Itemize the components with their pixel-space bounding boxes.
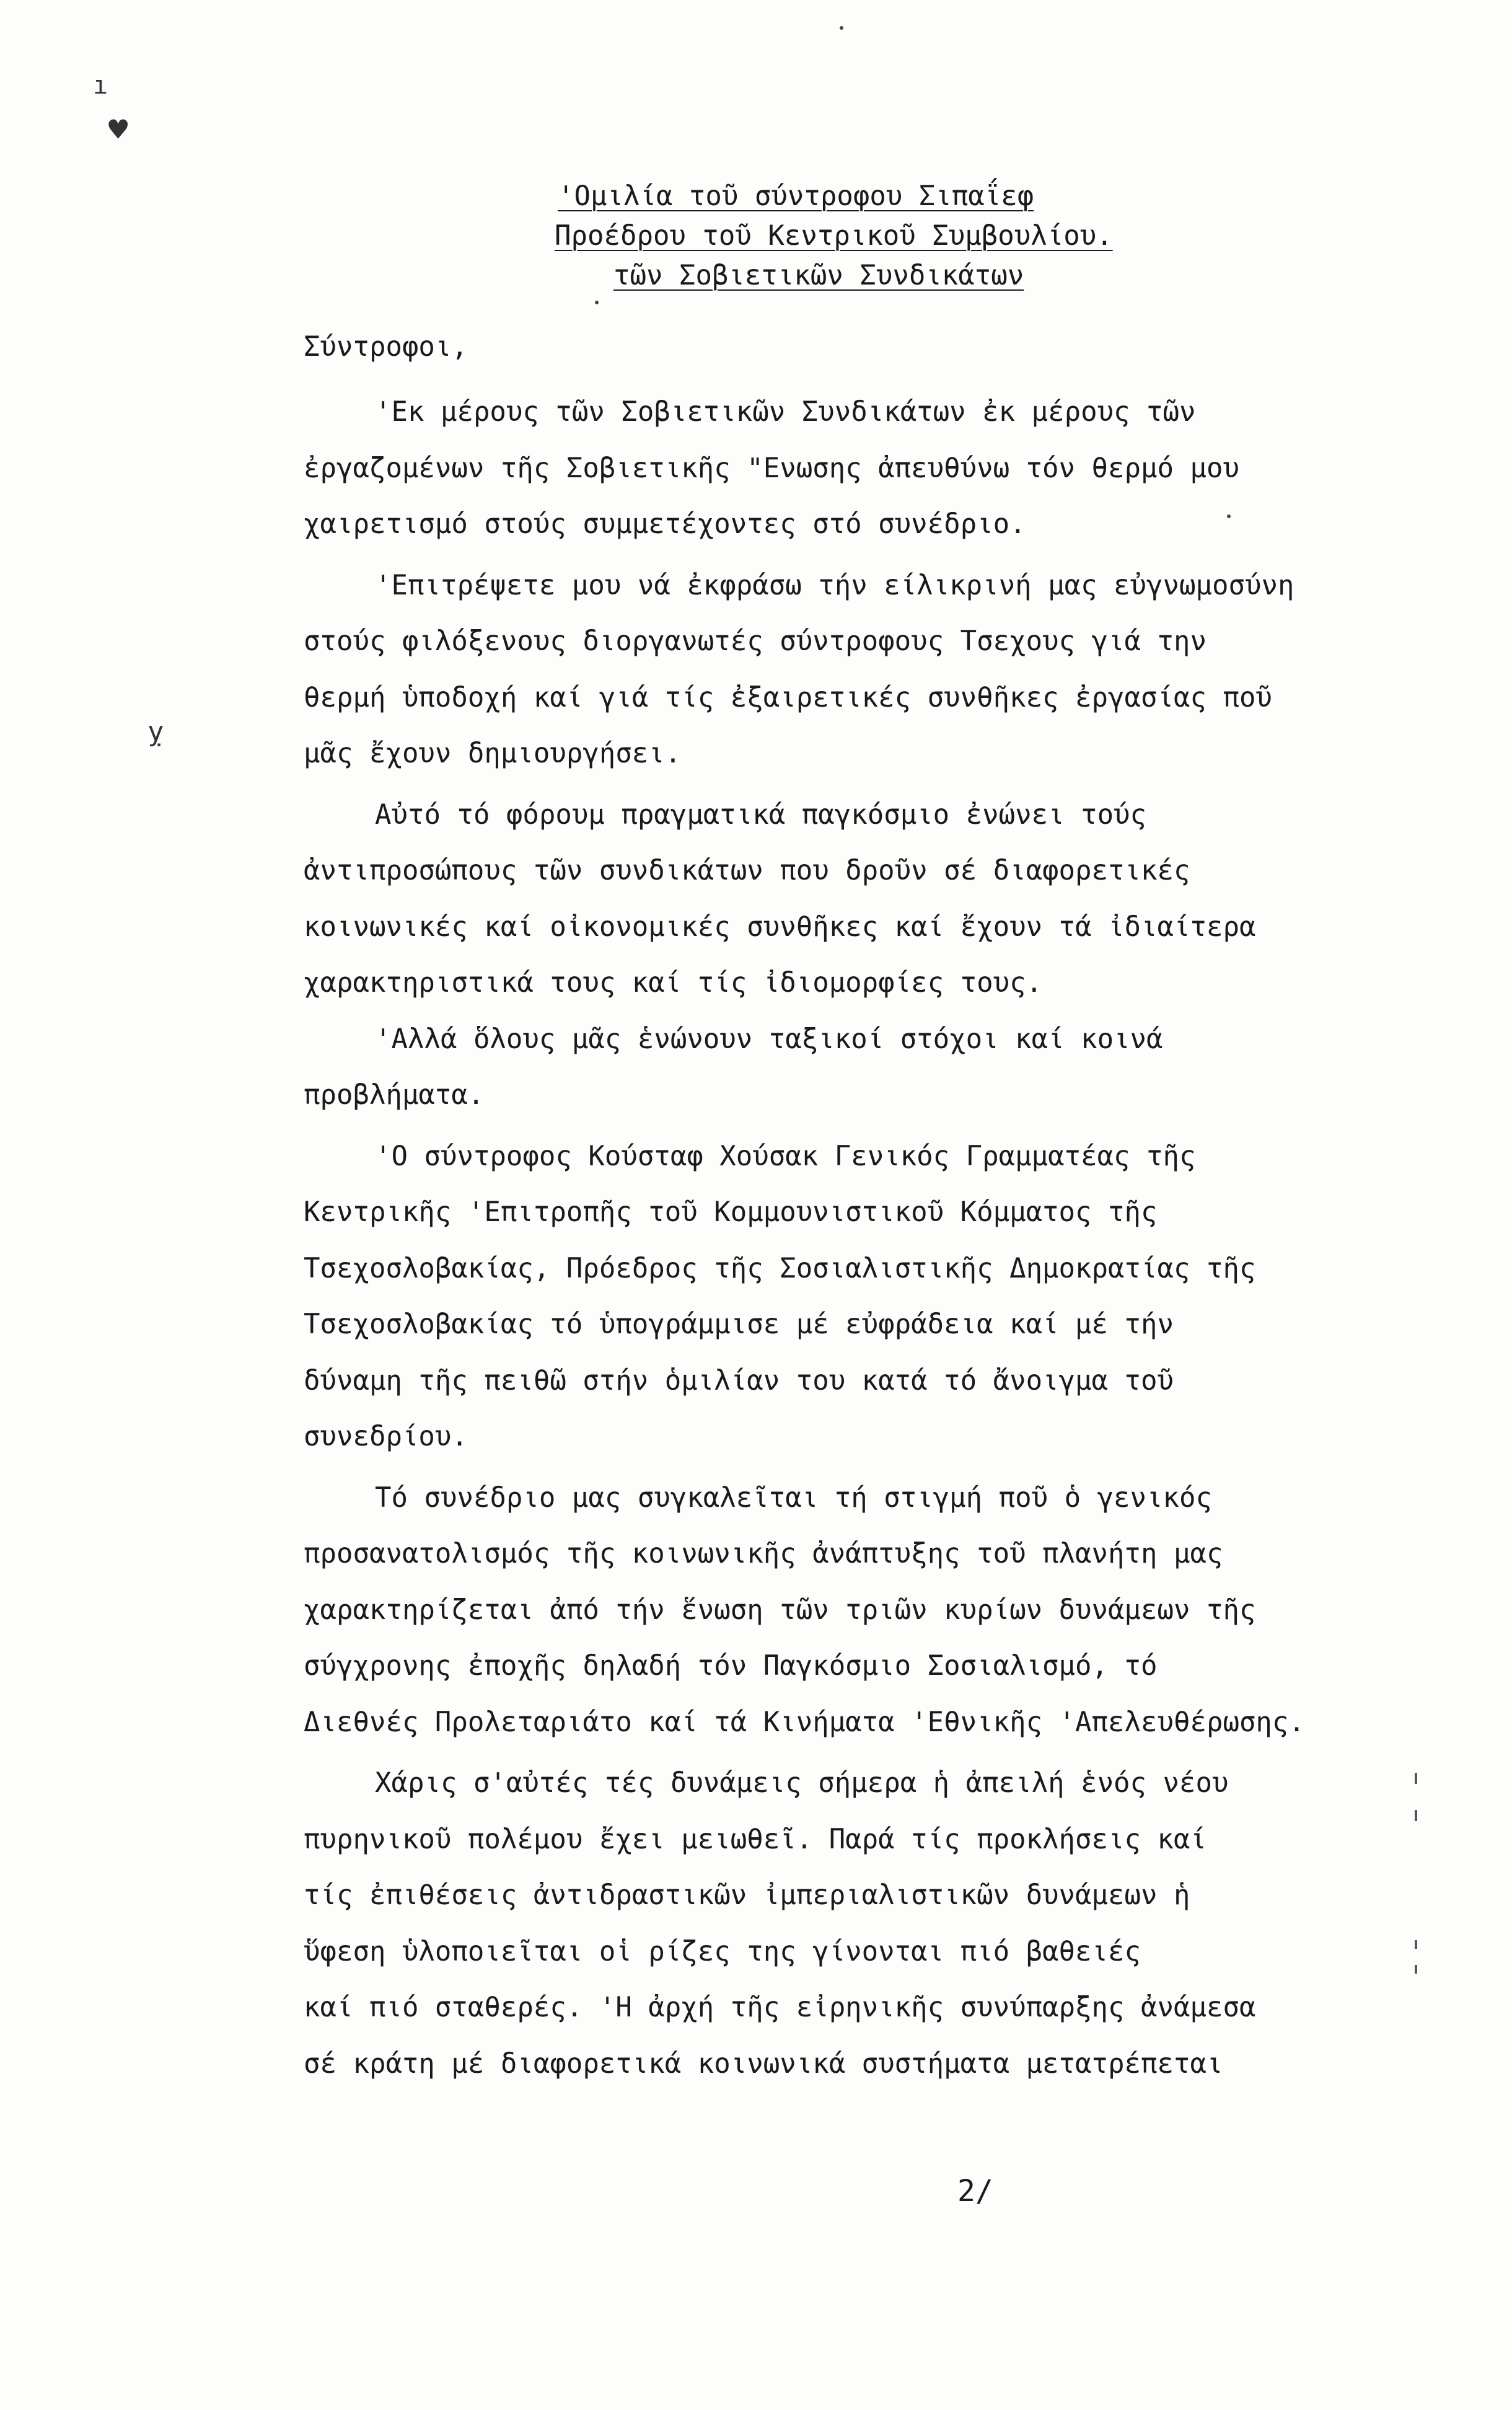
text-line: στούς φιλόξενους διοργανωτές σύντροφους Τσεχους γιά την <box>304 625 1207 657</box>
text-line: προβλήματα. <box>304 1079 485 1111</box>
text-line: σέ κράτη μέ διαφορετικά κοινωνικά συστήματα μετατρέπεται <box>304 2047 1223 2080</box>
salutation: Σύντροφοι, <box>304 331 468 363</box>
margin-mark: ı <box>93 71 108 100</box>
paragraph <box>304 787 1419 1012</box>
title-line: Προέδρου τοῦ Κεντρικοῦ Συμβουλίου. <box>555 220 1113 252</box>
text-line: μᾶς ἔχουν δημιουργήσει. <box>304 738 682 769</box>
text-line: χαρακτηριστικά τους καί τίς ἰδιομορφίες τους. <box>304 967 1043 999</box>
text-line: Τό συνέδριο μας συγκαλεῖται τή στιγμή ποῦ ὁ γενικός <box>375 1481 1213 1514</box>
title-line: 'Ομιλία τοῦ σύντροφου Σιπαΐεφ <box>558 180 1034 212</box>
speech-body <box>304 384 1419 2092</box>
text-line: δύναμη τῆς πειθῶ στήν ὁμιλίαν του κατά τό ἄνοιγμα τοῦ <box>304 1364 1174 1397</box>
page-number: 2/ <box>957 2174 993 2209</box>
text-line: Τσεχοσλοβακίας τό ὑπογράμμισε μέ εὐφράδεια καί μέ τήν <box>304 1309 1174 1340</box>
text-line: Αὐτό τό φόρουμ πραγματικά παγκόσμιο ἐνώνει τούς <box>375 798 1147 831</box>
margin-mark: ♥ <box>108 112 128 149</box>
speck <box>595 301 599 304</box>
text-line: Τσεχοσλοβακίας, Πρόεδρος τῆς Σοσιαλιστικῆς Δημοκρατίας τῆς <box>304 1252 1256 1284</box>
speech-title <box>545 177 1227 296</box>
text-line: συνεδρίου. <box>304 1421 468 1452</box>
text-line: Διεθνές Προλεταριάτο καί τά Κινήματα 'Εθνικῆς 'Απελευθέρωσης. <box>304 1706 1305 1738</box>
paragraph <box>304 384 1419 553</box>
paragraph <box>304 558 1419 782</box>
paragraph <box>304 1012 1419 1124</box>
text-line: ἀντιπροσώπους τῶν συνδικάτων που δροῦν σέ διαφορετικές <box>304 855 1190 886</box>
text-line: πυρηνικοῦ πολέμου ἔχει μειωθεῖ. Παρά τίς προκλήσεις καί <box>304 1823 1207 1855</box>
text-line: θερμή ὑποδοχή καί γιά τίς ἐξαιρετικές συνθῆκες ἐργασίας ποῦ <box>304 681 1272 713</box>
text-line: τίς ἐπιθέσεις ἀντιδραστικῶν ἰμπεριαλιστικῶν δυνάμεων ἡ <box>304 1879 1190 1911</box>
paragraph <box>304 1129 1419 1465</box>
text-line: 'Εκ μέρους τῶν Σοβιετικῶν Συνδικάτων ἐκ μέρους τῶν <box>375 396 1196 428</box>
text-line: 'Επιτρέψετε μου νά ἐκφράσω τήν είλικρινή μας εὐγνωμοσύνη <box>375 569 1294 601</box>
text-line: 'Αλλά ὅλους μᾶς ἑνώνουν ταξικοί στόχοι καί κοινά <box>375 1023 1163 1055</box>
text-line: κοινωνικές καί οἰκονομικές συνθῆκες καί ἔχουν τά ἰδιαίτερα <box>304 911 1256 943</box>
title-line: τῶν Σοβιετικῶν Συνδικάτων <box>613 260 1024 291</box>
paragraph <box>304 1470 1419 1751</box>
text-line: χαρακτηρίζεται ἀπό τήν ἕνωση τῶν τριῶν κυρίων δυνάμεων τῆς <box>304 1594 1256 1626</box>
text-line: καί πιό σταθερές. 'Η ἀρχή τῆς εἰρηνικῆς συνύπαρξης ἀνάμεσα <box>304 1992 1256 2023</box>
speck <box>840 26 843 30</box>
text-line: Κεντρικῆς 'Επιτροπῆς τοῦ Κομμουνιστικοῦ Κόμματος τῆς <box>304 1196 1158 1228</box>
text-line: ἐργαζομένων τῆς Σοβιετικῆς "Ενωσης ἀπευθύνω τόν θερμό μου <box>304 452 1239 484</box>
text-line: σύγχρονης ἐποχῆς δηλαδή τόν Παγκόσμιο Σοσιαλισμό, τό <box>304 1650 1158 1682</box>
paragraph <box>304 1755 1419 2092</box>
text-line: ὕφεση ὑλοποιεῖται οἱ ρίζες της γίνονται πιό βαθειές <box>304 1935 1141 1967</box>
text-line: Χάρις σ'αὐτές τές δυνάμεις σήμερα ἡ ἀπειλή ἑνός νέου <box>375 1767 1229 1799</box>
text-line: 'Ο σύντροφος Κούσταφ Χούσακ Γενικός Γραμματέας τῆς <box>375 1140 1196 1172</box>
text-line: χαιρετισμό στούς συμμετέχοντες στό συνέδριο. <box>304 508 1026 540</box>
margin-mark: ỵ <box>147 716 164 748</box>
text-line: προσανατολισμός τῆς κοινωνικῆς ἀνάπτυξης τοῦ πλανήτη μας <box>304 1538 1223 1569</box>
